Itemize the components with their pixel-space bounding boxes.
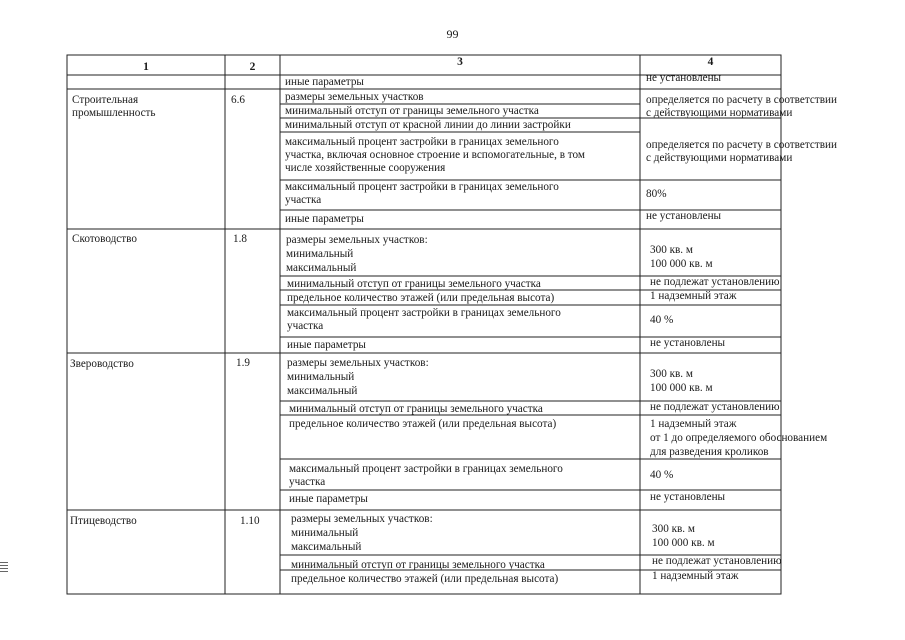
header-col-2: 2 [249,61,256,73]
param-cell: иные параметры [287,339,366,351]
param-cell: иные параметры [285,213,364,225]
value-cell: 300 кв. м 100 000 кв. м [650,368,713,394]
param-cell: минимальный отступ от границы земельного участка [285,105,539,117]
param-cell: максимальный процент застройки в границах земельного участка [289,463,563,488]
scan-margin-mark [0,562,8,574]
param-cell: предельное количество этажей (или предельная высота) [291,573,559,585]
header-col-4: 4 [707,56,714,68]
param-cell: иные параметры [289,493,368,505]
param-cell: минимальный отступ от границы земельного участка [289,403,543,415]
header-col-1: 1 [143,61,149,73]
value-cell: 1 надземный этаж от 1 до определяемого обоснованием для разведения кроликов [650,418,828,458]
land-use-code: 1.10 [240,515,260,527]
value-cell: не установлены [650,337,726,349]
value-cell: 1 надземный этаж [650,290,737,302]
land-use-name: Птицеводство [70,515,137,527]
land-use-name: Строительная промышленность [72,94,156,119]
value-cell: не подлежат установлению [650,401,780,413]
param-cell: иные параметры [285,76,364,88]
page-number: 99 [446,27,459,41]
value-cell: не установлены [650,491,726,503]
param-cell: размеры земельных участков: минимальный максимальный [287,357,429,397]
value-cell: не подлежат установлению [652,555,782,567]
header-col-3: 3 [457,56,463,68]
param-cell: предельное количество этажей (или предельная высота) [287,292,555,304]
land-use-code: 1.9 [236,357,250,369]
param-cell: размеры земельных участков [285,91,424,103]
value-cell: 300 кв. м 100 000 кв. м [652,523,715,549]
value-cell: не установлены [646,72,722,84]
param-cell: минимальный отступ от границы земельного участка [287,278,541,290]
param-cell: максимальный процент застройки в границах земельного участка, включая основное строение и вспомогательные, в том числе хозяйственные сооружения [285,136,585,174]
param-cell: размеры земельных участков: минимальный максимальный [291,513,433,553]
land-use-code: 6.6 [231,94,245,106]
land-use-code: 1.8 [233,233,247,245]
value-cell: 40 % [650,314,674,326]
value-cell: 80% [646,188,667,200]
param-cell: максимальный процент застройки в границах земельного участка [287,307,561,332]
value-cell: определяется по расчету в соответствии с действующими нормативами [646,139,837,164]
param-cell: минимальный отступ от границы земельного участка [291,559,545,571]
param-cell: минимальный отступ от красной линии до линии застройки [285,119,571,131]
param-cell: максимальный процент застройки в границах земельного участка [285,181,559,206]
land-use-name: Звероводство [70,358,134,370]
param-cell: размеры земельных участков: минимальный максимальный [286,234,428,274]
value-cell: 1 надземный этаж [652,570,739,582]
value-cell: не установлены [646,210,722,222]
param-cell: предельное количество этажей (или предельная высота) [289,418,557,430]
value-cell: 40 % [650,469,674,481]
value-cell: определяется по расчету в соответствии с действующими нормативами [646,94,837,119]
value-cell: не подлежат установлению [650,276,780,288]
land-use-name: Скотоводство [72,233,137,245]
value-cell: 300 кв. м 100 000 кв. м [650,244,713,270]
